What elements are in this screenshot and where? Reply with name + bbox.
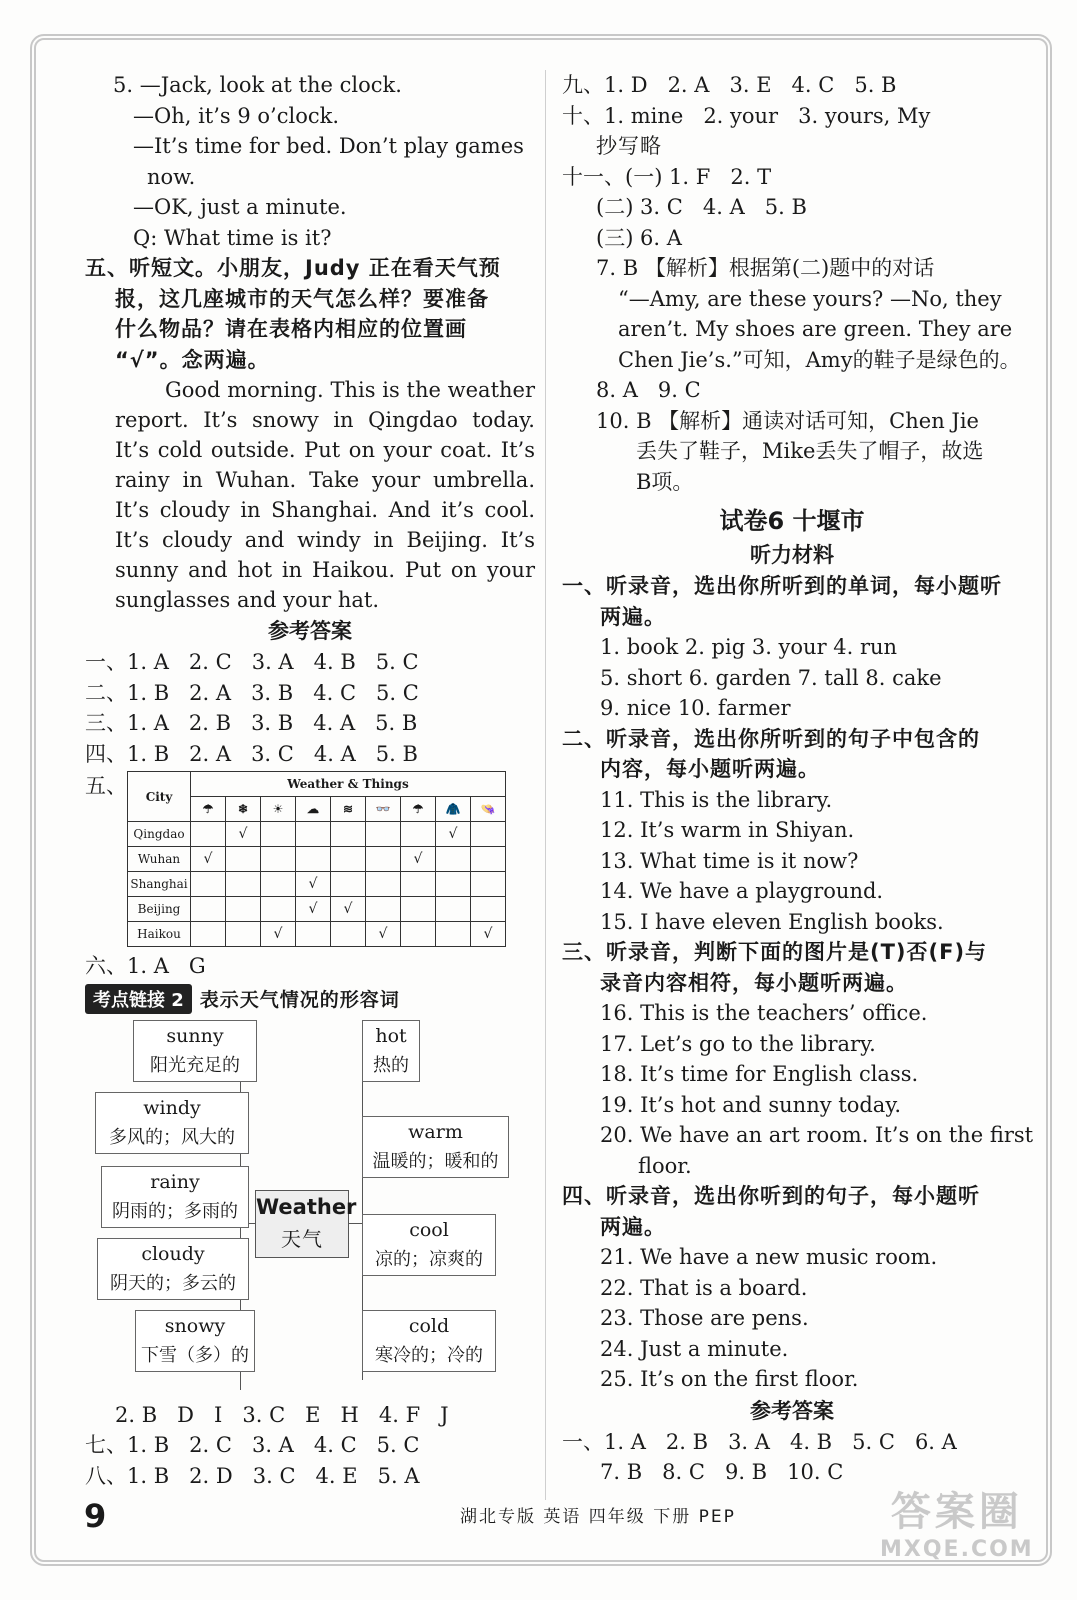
center-en: Weather [256, 1194, 357, 1219]
weather-thing-icon: ❄ [226, 797, 261, 822]
kaodian-badge: 考点链接 2 [85, 984, 192, 1014]
mark-cell [261, 847, 296, 872]
weather-thing-icon: ☂ [401, 797, 436, 822]
section-title: 录音内容相符，每小题听两遍。 [600, 970, 908, 995]
dialog-line: now. [147, 164, 196, 189]
weather-thing-icon: 👒 [471, 797, 506, 822]
mark-cell: √ [471, 922, 506, 947]
listening-heading: 听力材料 [750, 543, 834, 567]
watermark-url: MXQE.COM [880, 1537, 1034, 1562]
mark-cell [261, 822, 296, 847]
node-en: cloudy [141, 1242, 205, 1265]
dialog-line: —It’s time for bed. Don’t play games [133, 134, 524, 158]
mindmap-node [362, 1214, 496, 1276]
listening-item: 12. It’s warm in Shiyan. [600, 818, 855, 842]
node-zh: 多风的；风大的 [109, 1126, 235, 1148]
weather-thing-icon: ☀ [261, 797, 296, 822]
section-title: 四、听录音，选出你听到的句子，每小题听 [562, 1184, 980, 1208]
city-header: City [128, 772, 191, 822]
mark-cell [226, 872, 261, 897]
section-title: 两遍。 [600, 1214, 666, 1239]
section-title: 两遍。 [600, 604, 666, 629]
listening-item: 23. Those are pens. [600, 1306, 809, 1330]
paper-title: 试卷6 十堰市 [719, 507, 865, 535]
mark-cell [331, 872, 366, 897]
mark-cell [296, 822, 331, 847]
listening-item: 17. Let’s go to the library. [600, 1031, 876, 1056]
mark-cell [401, 822, 436, 847]
mark-cell [226, 922, 261, 947]
answer-explanation: 丢失了鞋子，Mike丢失了帽子，故选 [636, 439, 984, 463]
left-column [85, 70, 535, 1491]
mark-cell [296, 922, 331, 947]
answer-row: 一、1. A 2. B 3. A 4. B 5. C 6. A [562, 1429, 957, 1454]
section-title: 二、听录音，选出你所听到的句子中包含的 [562, 726, 980, 751]
node-en: rainy [150, 1170, 200, 1193]
answer-row: 三、1. A 2. B 3. B 4. A 5. B [85, 711, 418, 735]
city-cell: Shanghai [128, 872, 191, 897]
table-row [128, 922, 506, 947]
weather-passage: Good morning. This is the weather report. It’s snowy in Qingdao today. It’s cold outside. Put on your coat. It’s rainy in Wuhan. Take your umbrella. It’s cloudy in Shanghai. And it’s cool. It’s cloudy and windy in Beijing. It’s sunny and hot in Haikou. Put on your sunglasses and your hat. [115, 378, 535, 612]
weather-thing-icon: 🧥 [436, 797, 471, 822]
city-cell: Beijing [128, 897, 191, 922]
mark-cell [261, 872, 296, 897]
column-divider [545, 70, 546, 1500]
mark-cell [226, 847, 261, 872]
mark-cell [401, 872, 436, 897]
listening-item: 18. It’s time for English class. [600, 1062, 919, 1086]
mark-cell [366, 847, 401, 872]
reference-answers-heading: 参考答案 [750, 1398, 834, 1423]
answer-row: 十一、(一) 1. F 2. T [562, 164, 772, 189]
table-row [128, 897, 506, 922]
node-zh: 下雪（多）的 [141, 1344, 249, 1366]
mindmap-node [97, 1238, 249, 1300]
mindmap-node [101, 1166, 249, 1228]
listening-item: 20. We have an art room. It’s on the first [600, 1123, 1034, 1147]
table-row [128, 847, 506, 872]
mark-cell [436, 872, 471, 897]
section-title: 报，这几座城市的天气怎么样？要准备 [115, 286, 489, 311]
mark-cell: √ [296, 897, 331, 922]
answer-note: 抄写略 [596, 134, 662, 158]
mark-cell [331, 922, 366, 947]
answer-row: 六、1. A G [85, 954, 206, 978]
section-title: 五、听短文。小朋友，Judy 正在看天气预 [85, 256, 501, 280]
answer-explanation: Chen Jie’s.”可知，Amy的鞋子是绿色的。 [618, 347, 1021, 372]
listening-item: 1. book 2. pig 3. your 4. run [600, 635, 898, 659]
table-row [128, 872, 506, 897]
listening-item: 25. It’s on the first floor. [600, 1367, 859, 1391]
answer-row: 二、1. B 2. A 3. B 4. C 5. C [85, 680, 419, 705]
answer-explanation: 7. B 【解析】根据第(二)题中的对话 [596, 256, 935, 280]
node-zh: 温暖的；暖和的 [372, 1150, 499, 1172]
mark-cell [331, 822, 366, 847]
listening-item: 5. short 6. garden 7. tall 8. cake [600, 665, 942, 690]
dialog-question: Q: What time is it? [133, 225, 332, 250]
section-title: “√”。念两遍。 [115, 347, 270, 372]
section-title: 一、听录音，选出你所听到的单词，每小题听 [562, 574, 1002, 598]
answer-row: 一、1. A 2. C 3. A 4. B 5. C [85, 650, 419, 674]
mark-cell [471, 822, 506, 847]
page-number: 9 [84, 1497, 107, 1535]
center-zh: 天气 [281, 1226, 323, 1251]
connector [347, 1223, 362, 1224]
node-en: snowy [164, 1314, 226, 1337]
answer-row: 十、1. mine 2. your 3. yours, My [562, 103, 931, 128]
city-cell: Qingdao [128, 822, 191, 847]
listening-item: 15. I have eleven English books. [600, 909, 944, 934]
mark-cell: √ [261, 922, 296, 947]
table-row [128, 822, 506, 847]
listening-item: 21. We have a new music room. [600, 1245, 938, 1269]
listening-item: 13. What time is it now? [600, 848, 859, 873]
mark-cell [191, 872, 226, 897]
listening-item: 24. Just a minute. [600, 1336, 789, 1361]
node-en: windy [143, 1096, 201, 1119]
node-zh: 阴雨的；多雨的 [112, 1200, 238, 1222]
listening-item: 11. This is the library. [600, 787, 833, 812]
city-cell: Wuhan [128, 847, 191, 872]
listening-item: 9. nice 10. farmer [600, 696, 791, 720]
mark-cell [366, 897, 401, 922]
mark-cell [191, 897, 226, 922]
mark-cell [401, 897, 436, 922]
node-en: sunny [166, 1024, 224, 1047]
answer-explanation: B项。 [636, 469, 694, 494]
mark-cell [471, 897, 506, 922]
kaodian-header [85, 984, 535, 1014]
kaodian-title: 表示天气情况的形容词 [199, 989, 400, 1011]
weather-thing-icon: 👓 [366, 797, 401, 822]
answer-row: (二) 3. C 4. A 5. B [596, 195, 807, 219]
node-zh: 热的 [373, 1054, 409, 1076]
listening-item: 16. This is the teachers’ office. [600, 1001, 928, 1025]
mindmap-node [135, 1310, 255, 1372]
weather-things-header: Weather & Things [191, 772, 506, 797]
weather-table [127, 771, 506, 947]
mark-cell [366, 822, 401, 847]
weather-thing-icon: ☁ [296, 797, 331, 822]
section-title: 内容，每小题听两遍。 [600, 757, 820, 781]
mark-cell [401, 922, 436, 947]
listening-item: floor. [638, 1153, 692, 1178]
node-en: cool [409, 1218, 449, 1241]
mindmap-node [362, 1310, 496, 1372]
mark-cell [296, 847, 331, 872]
mindmap-center [255, 1190, 357, 1258]
mark-cell [436, 922, 471, 947]
mark-cell: √ [366, 922, 401, 947]
node-zh: 阳光充足的 [150, 1054, 240, 1076]
answer-row: 七、1. B 2. C 3. A 4. C 5. C [85, 1433, 420, 1457]
right-column [562, 70, 1034, 1488]
watermark-logo: 答案圈 [890, 1489, 1023, 1535]
mark-cell [331, 847, 366, 872]
mark-cell: √ [436, 822, 471, 847]
mark-cell [436, 897, 471, 922]
answer-explanation: aren’t. My shoes are green. They are [618, 317, 1013, 341]
answer-row: 九、1. D 2. A 3. E 4. C 5. B [562, 73, 897, 97]
mark-cell [366, 872, 401, 897]
answer-row: 7. B 8. C 9. B 10. C [600, 1460, 844, 1484]
mark-cell [471, 847, 506, 872]
watermark [880, 1480, 1034, 1562]
listening-item: 14. We have a playground. [600, 879, 884, 903]
answer-row: 四、1. B 2. A 3. C 4. A 5. B [85, 741, 418, 766]
mindmap-node [362, 1020, 420, 1082]
listening-item: 19. It’s hot and sunny today. [600, 1092, 902, 1117]
mindmap-node [133, 1020, 257, 1082]
mark-cell [226, 897, 261, 922]
section-title: 什么物品？请在表格内相应的位置画 [115, 317, 467, 341]
answer-row: 八、1. B 2. D 3. C 4. E 5. A [85, 1463, 420, 1488]
weather-thing-icon: ≋ [331, 797, 366, 822]
node-zh: 寒冷的；冷的 [375, 1344, 483, 1366]
dialog-line: —OK, just a minute. [133, 195, 347, 219]
weather-mindmap [85, 1020, 535, 1400]
answer-row: 8. A 9. C [596, 378, 701, 402]
mindmap-node [362, 1116, 509, 1178]
section-title: 三、听录音，判断下面的图片是(T)否(F)与 [562, 940, 988, 964]
mark-cell [436, 847, 471, 872]
dialog-line: —Oh, it’s 9 o’clock. [133, 103, 340, 128]
listening-item: 22. That is a board. [600, 1275, 808, 1300]
node-zh: 阴天的；多云的 [110, 1272, 236, 1294]
answer-row: (三) 6. A [596, 225, 682, 250]
footer-text: 湖北专版 英语 四年级 下册 PEP [460, 1507, 736, 1527]
mark-cell [191, 922, 226, 947]
mark-cell: √ [226, 822, 261, 847]
weather-table-block [85, 771, 535, 947]
node-en: warm [408, 1120, 463, 1143]
answer-explanation: “—Amy, are these yours? —No, they [618, 286, 1002, 311]
mark-cell: √ [401, 847, 436, 872]
answer-explanation: 10. B 【解析】通读对话可知，Chen Jie [596, 408, 979, 433]
table-label: 五、 [85, 774, 127, 798]
dialog-line: 5. —Jack, look at the clock. [113, 73, 402, 97]
mark-cell [471, 872, 506, 897]
mark-cell [191, 822, 226, 847]
node-zh: 凉的；凉爽的 [375, 1248, 483, 1270]
mark-cell [261, 897, 296, 922]
answer-row: 2. B D I 3. C E H 4. F J [115, 1402, 449, 1427]
node-en: hot [375, 1024, 407, 1047]
mindmap-node [95, 1092, 249, 1154]
node-en: cold [408, 1314, 450, 1337]
reference-answers-heading: 参考答案 [268, 619, 352, 643]
city-cell: Haikou [128, 922, 191, 947]
mark-cell: √ [296, 872, 331, 897]
mark-cell: √ [191, 847, 226, 872]
mark-cell: √ [331, 897, 366, 922]
weather-thing-icon: ☂ [191, 797, 226, 822]
